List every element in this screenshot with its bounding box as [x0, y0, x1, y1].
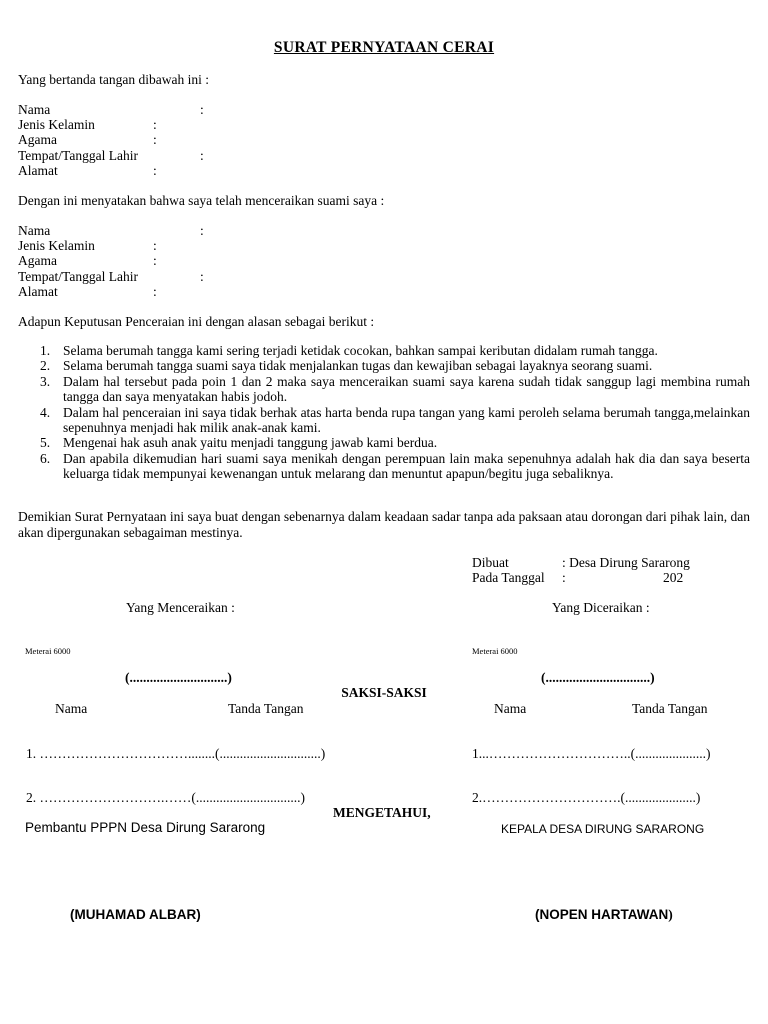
witnesses-title: SAKSI-SAKSI: [341, 685, 427, 700]
list-text: Dan apabila dikemudian hari suami saya menikah dengan perempuan lain maka sepenuhnya adalah hak dia dan saya beserta keluarga tidak mempunyai kewenangan untuk melarang dan menuntut apapun/begitu juga sebaliknya.: [63, 450, 750, 482]
list-number: 5.: [40, 435, 51, 451]
statement-text: Dengan ini menyatakan bahwa saya telah menceraikan suami saya :: [18, 193, 385, 208]
list-item: [18, 343, 750, 358]
document-title: SURAT PERNYATAAN CERAI: [273, 39, 495, 56]
field-label: Nama: [18, 223, 51, 238]
list-text: Dalam hal penceraian ini saya tidak berhak atas harta benda rupa tangan yang kami peroleh selama berumah tangga,melainkan sepenuhnya menjadi hak milik anak-anak kami.: [63, 404, 750, 436]
left-witness-line-2: 2. ……………………….……(...............................): [26, 790, 305, 805]
field-colon: :: [200, 102, 204, 117]
right-stamp-label: Meterai 6000: [472, 646, 518, 656]
left-signer-label: Yang Menceraikan :: [126, 600, 235, 615]
list-item: [18, 374, 750, 405]
right-witness-line-1: 1...…………………………..(.....................): [472, 746, 711, 761]
made-date-label: Pada Tanggal: [472, 570, 545, 585]
right-signer-label: Yang Diceraikan :: [552, 600, 650, 615]
right-official-name: [535, 907, 673, 923]
field-label: Alamat: [18, 283, 58, 299]
right-official-name-text: (NOPEN HARTAWAN: [535, 907, 669, 922]
closing-paragraph: Demikian Surat Pernyataan ini saya buat dengan sebenarnya dalam keadaan sadar tanpa ada paksaan atau dorongan dari pihak lain, dan akan dipergunakan sebagaiman mestinya.: [18, 509, 750, 540]
list-number: 4.: [40, 404, 51, 420]
made-date-value: 202: [663, 570, 684, 585]
field-colon: :: [153, 283, 157, 299]
list-text: Dalam hal tersebut pada poin 1 dan 2 maka saya menceraikan suami saya karena sudah tidak sanggup lagi membina rumah tangga dan saya menyatakan habis jodoh.: [63, 373, 750, 405]
field-label: Tempat/Tanggal Lahir: [18, 147, 138, 163]
list-number: 3.: [40, 373, 51, 389]
left-signature-blank: (.............................): [125, 670, 232, 685]
list-text: Selama berumah tangga suami saya tidak menjalankan tugas dan kewajiban sebagai layaknya seorang suami.: [63, 358, 653, 374]
field-colon: :: [153, 238, 157, 254]
field-colon: :: [153, 132, 157, 148]
field-colon: :: [200, 268, 204, 284]
list-number: 2.: [40, 358, 51, 374]
field-colon: :: [153, 117, 157, 133]
list-item: [18, 435, 750, 450]
field-label: Tempat/Tanggal Lahir: [18, 268, 138, 284]
field-colon: :: [153, 162, 157, 178]
list-number: 1.: [40, 343, 51, 358]
field-colon: :: [200, 223, 204, 238]
right-witness-line-2: 2.………………………….(.....................): [472, 790, 701, 805]
list-item: [18, 405, 750, 436]
field-label: Alamat: [18, 162, 58, 178]
left-witness-line-1: 1. ……………………………........(..............................): [26, 746, 326, 761]
right-witness-sign-header: Tanda Tangan: [632, 701, 708, 716]
reasons-intro: Adapun Keputusan Penceraian ini dengan alasan sebagai berikut :: [18, 314, 375, 329]
left-official-role: Pembantu PPPN Desa Dirung Sararong: [25, 820, 266, 835]
right-official-name-close: ): [668, 907, 673, 922]
reasons-list: [18, 343, 750, 482]
field-label: Agama: [18, 253, 57, 269]
acknowledge-title: MENGETAHUI,: [333, 805, 431, 820]
list-text: Mengenai hak asuh anak yaitu menjadi tanggung jawab kami berdua.: [63, 435, 438, 451]
right-signature-blank: (...............................): [541, 670, 655, 685]
field-label: Jenis Kelamin: [18, 238, 95, 254]
right-witness-name-header: Nama: [494, 701, 527, 716]
left-official-name: (MUHAMAD ALBAR): [70, 907, 201, 922]
made-place-value: : Desa Dirung Sararong: [562, 555, 690, 570]
field-colon: :: [153, 253, 157, 269]
right-official-role: KEPALA DESA DIRUNG SARARONG: [501, 822, 705, 836]
list-text: Selama berumah tangga kami sering terjadi ketidak cocokan, bahkan sampai keributan didalam rumah tangga.: [63, 343, 658, 358]
made-place-label: Dibuat: [472, 555, 509, 570]
list-number: 6.: [40, 450, 51, 466]
list-item: [18, 358, 750, 373]
list-item: [18, 451, 750, 482]
field-label: Jenis Kelamin: [18, 117, 95, 133]
field-colon: :: [200, 147, 204, 163]
made-date-colon: :: [562, 570, 566, 585]
field-label: Nama: [18, 102, 51, 117]
left-witness-sign-header: Tanda Tangan: [228, 701, 304, 716]
field-label: Agama: [18, 132, 57, 148]
left-stamp-label: Meterai 6000: [25, 646, 71, 656]
left-witness-name-header: Nama: [55, 701, 88, 716]
intro-text: Yang bertanda tangan dibawah ini :: [18, 72, 209, 87]
